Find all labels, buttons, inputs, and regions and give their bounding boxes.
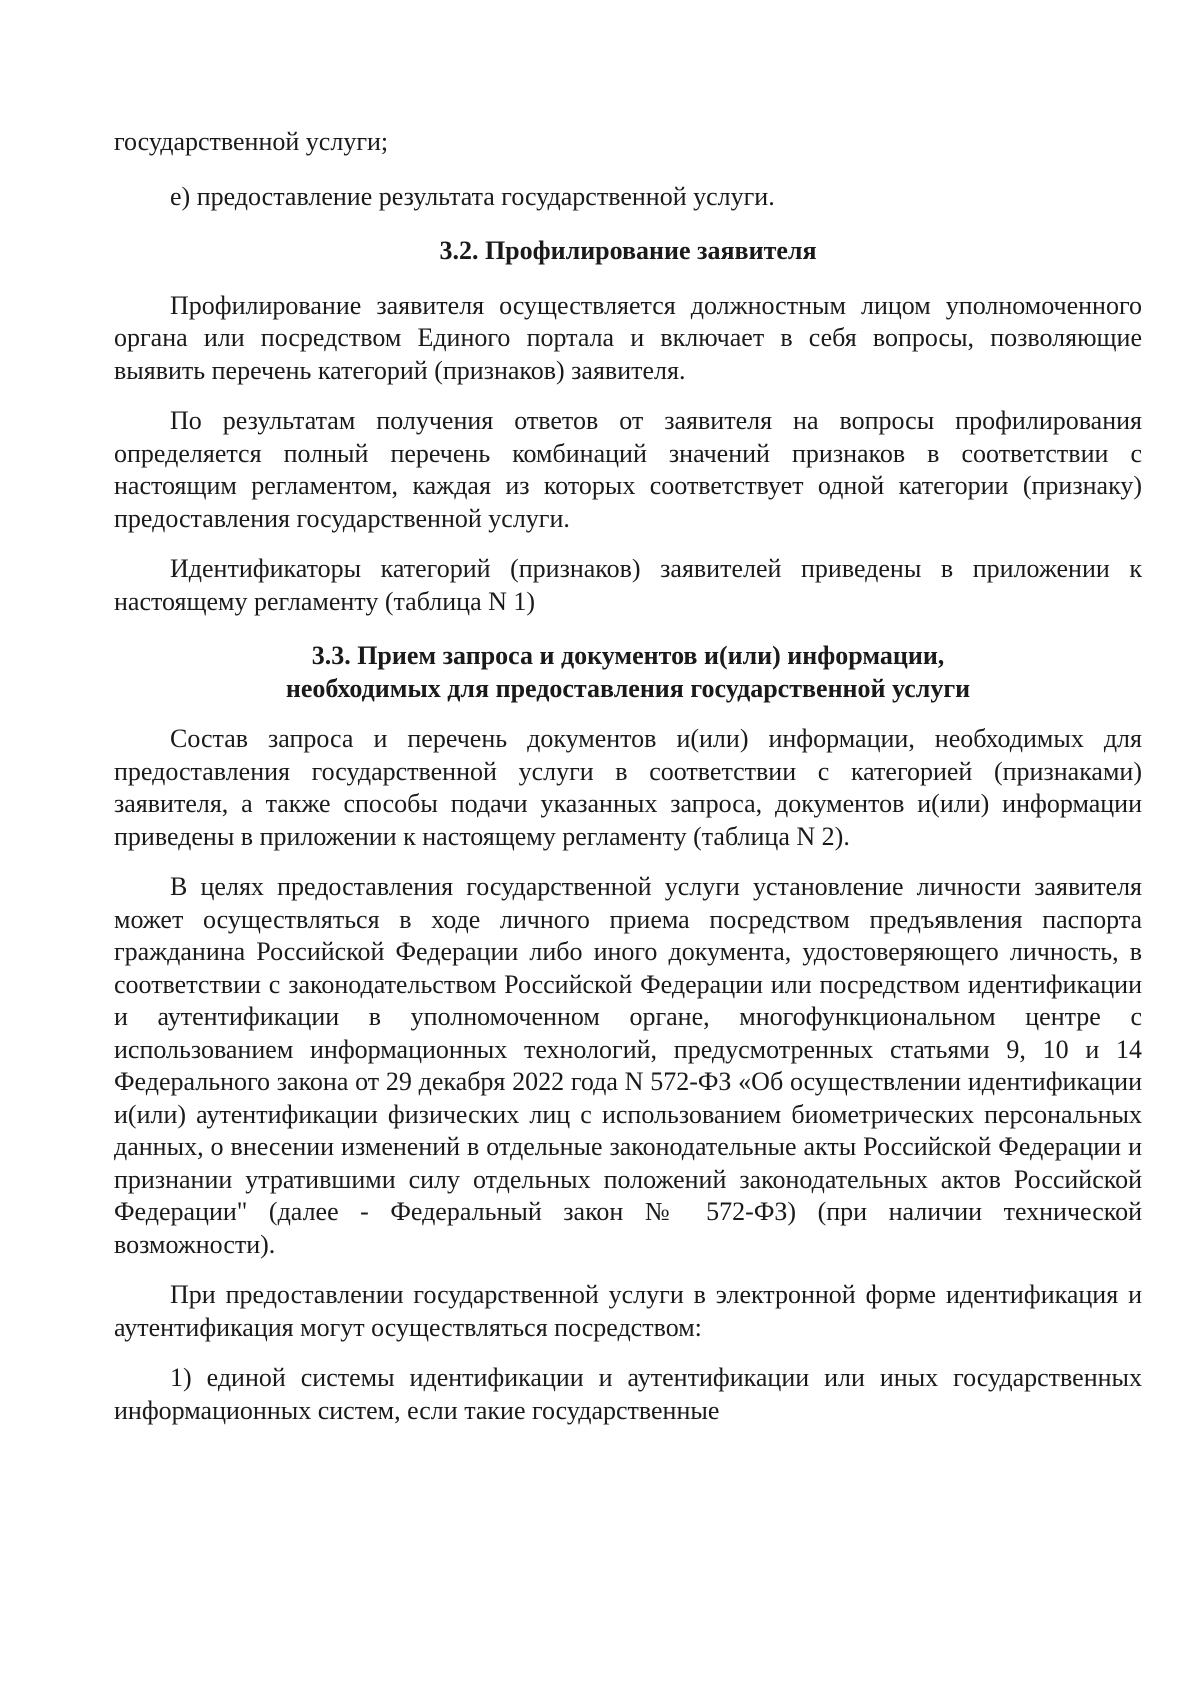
paragraph-identifiers: Идентификаторы категорий (признаков) заявителей приведены в приложении к настоящему регламенту (таблица N 1) — [114, 554, 1142, 616]
paragraph-continuation: государственной услуги; — [114, 127, 389, 156]
section-heading-3-2: 3.2. Профилирование заявителя — [439, 236, 817, 265]
section-heading-3-3-line2: необходимых для предоставления государственной услуги — [285, 673, 971, 703]
paragraph-profiling-results: По результатам получения ответов от заявителя на вопросы профилирования определяется полный перечень комбинаций значений признаков в соответствии с настоящим регламентом, каждая из которых соответствует одной категории (признаку) предоставления государственной услуги. — [114, 406, 1142, 533]
section-heading-3-3 — [114, 640, 1142, 705]
paragraph-identity-verification: В целях предоставления государственной услуги установление личности заявителя может осуществляться в ходе личного приема посредством предъявления паспорта гражданина Российской Федерации либо иного документа, удостоверяющего личность, в соответствии с законодательством Российской Федерации или посредством идентификации и аутентификации в уполномоченном органе, многофункциональном центре с использованием информационных технологий, предусмотренных статьями 9, 10 и 14 Федерального закона от 29 декабря 2022 года N 572-ФЗ «Об осуществлении идентификации и(или) аутентификации физических лиц с использованием биометрических персональных данных, о внесении изменений в отдельные законодательные акты Российской Федерации и признании утратившими силу отдельных положений законодательных актов Российской Федерации" (далее - Федеральный закон № 572-ФЗ) (при наличии технической возможности). — [114, 872, 1142, 1259]
paragraph-electronic-identification: При предоставлении государственной услуги в электронной форме идентификация и аутентификация могут осуществляться посредством: — [114, 1280, 1142, 1342]
paragraph-profiling: Профилирование заявителя осуществляется должностным лицом уполномоченного органа или посредством Единого портала и включает в себя вопросы, позволяющие выявить перечень категорий (признаков) заявителя. — [114, 290, 1142, 385]
list-item-e: е) предоставление результата государственной услуги. — [170, 181, 775, 211]
list-item-1: 1) единой системы идентификации и аутентификации или иных государственных информационных систем, если такие государственные — [114, 1363, 1142, 1425]
paragraph-request-composition: Состав запроса и перечень документов и(или) информации, необходимых для предоставления государственной услуги в соответствии с категорией (признаками) заявителя, а также способы подачи указанных запроса, документов и(или) информации приведены в приложении к настоящему регламенту (таблица N 2). — [114, 724, 1142, 851]
section-heading-3-3-line1: 3.3. Прием запроса и документов и(или) информации, — [311, 641, 945, 670]
document-page — [114, 126, 1142, 1427]
